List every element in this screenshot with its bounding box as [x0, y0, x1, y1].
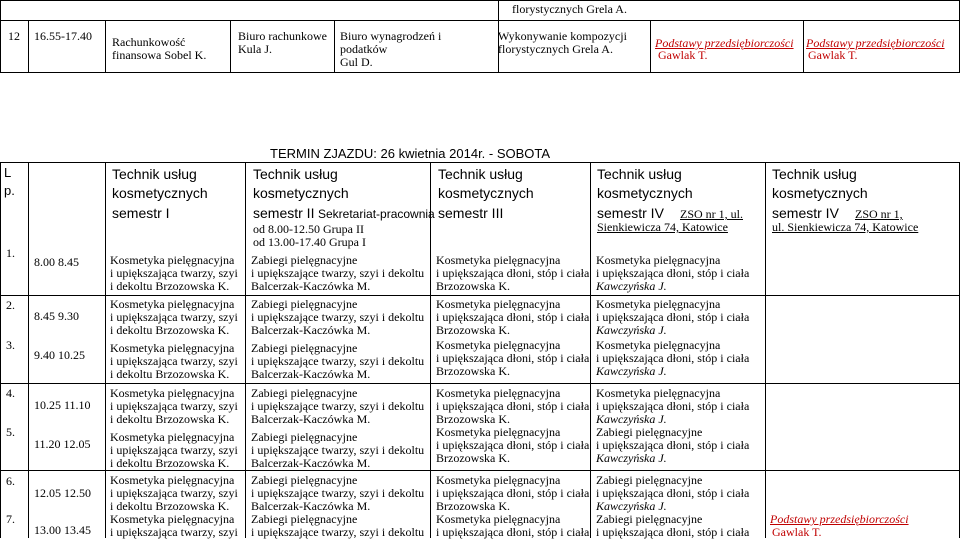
lesson-detail: i upiększające twarzy, szyi i dekoltu [251, 443, 425, 457]
lesson-teacher: Balcerzak-Kaczówka M. [251, 367, 371, 381]
lesson-title: Kosmetyka pielęgnacyjna [110, 512, 235, 526]
row-time: 12.05 12.50 [34, 486, 91, 500]
lesson-detail: i upiększająca dłoni, stóp i ciała [436, 486, 590, 500]
header-lp: L [4, 165, 12, 180]
column-header: kosmetycznych [438, 185, 534, 201]
lesson-detail: i upiększające twarzy, szyi i dekoltu [251, 354, 425, 368]
grid-line [0, 470, 960, 471]
lesson-title: Zabiegi pielęgnacyjne [251, 341, 358, 355]
column-header: semestr II [253, 205, 315, 221]
lesson-title: Zabiegi pielęgnacyjne [596, 512, 703, 526]
grid-line [0, 72, 960, 73]
grid-line [650, 20, 651, 72]
lesson-title: Kosmetyka pielęgnacyjna [596, 253, 721, 267]
column-header: Technik usług [597, 166, 682, 182]
subject: Rachunkowość [112, 35, 186, 49]
grid-line [0, 383, 960, 384]
grid-line [0, 0, 1, 72]
lesson-title: Zabiegi pielęgnacyjne [251, 512, 358, 526]
column-header-note: ul. Sienkiewicza 74, Katowice [772, 220, 919, 234]
lesson-title: Zabiegi pielęgnacyjne [251, 473, 358, 487]
lesson-title: Kosmetyka pielęgnacyjna [596, 386, 721, 400]
lesson-detail: i upiększająca twarzy, szyi [110, 443, 238, 457]
lesson-title: Kosmetyka pielęgnacyjna [436, 425, 561, 439]
lesson-detail: i upiększająca dłoni, stóp i ciała [436, 438, 590, 452]
row-time: 16.55-17.40 [34, 29, 92, 43]
lesson-title: Kosmetyka pielęgnacyjna [110, 297, 235, 311]
row-number: 12 [8, 29, 20, 43]
column-header: kosmetycznych [112, 185, 208, 201]
grid-line [590, 162, 591, 538]
lesson-detail: i upiększająca dłoni, stóp i ciała [596, 310, 750, 324]
lesson-teacher: Brzozowska K. [436, 364, 510, 378]
column-header-note: Sekretariat-pracownia [318, 207, 435, 221]
subject: Podstawy przedsiębiorczości [806, 36, 945, 50]
lesson-teacher: Brzozowska K. [436, 499, 510, 513]
grid-line [0, 0, 960, 1]
column-header: kosmetycznych [772, 185, 868, 201]
grid-line [230, 20, 231, 72]
column-header: Technik usług [438, 166, 523, 182]
column-header: Technik usług [112, 166, 197, 182]
lesson-teacher: Balcerzak-Kaczówka M. [251, 279, 371, 293]
row-number: 5. [6, 425, 15, 439]
lesson-teacher: Kawczyńska J. [596, 364, 667, 378]
row-time: 8.00 8.45 [34, 255, 79, 269]
grid-line [765, 162, 766, 538]
column-header: semestr III [438, 205, 504, 221]
row-number: 1. [6, 246, 15, 260]
lesson-teacher: Kawczyńska J. [596, 412, 667, 426]
lesson-teacher: Kawczyńska J. [596, 279, 667, 293]
top-cell-text: florystycznych Grela A. [512, 2, 627, 16]
header-lp: p. [4, 183, 15, 198]
lesson-title: Kosmetyka pielęgnacyjna [110, 386, 235, 400]
lesson-title: Zabiegi pielęgnacyjne [251, 386, 358, 400]
grid-line [105, 20, 106, 72]
column-header-note: ZSO nr 1, [855, 207, 903, 221]
lesson-title: Zabiegi pielęgnacyjne [596, 473, 703, 487]
subject-teacher: finansowa Sobel K. [112, 48, 207, 62]
row-number: 7. [6, 512, 15, 526]
lesson-teacher: Brzozowska K. [436, 323, 510, 337]
row-number: 3. [6, 338, 15, 352]
column-header-note: ZSO nr 1, ul. [680, 207, 743, 221]
grid-line [105, 162, 106, 538]
subject: Biuro wynagrodzeń i [340, 29, 442, 43]
grid-line [803, 20, 804, 72]
lesson-title: Kosmetyka pielęgnacyjna [596, 297, 721, 311]
subject: Podstawy przedsiębiorczości [655, 36, 794, 50]
lesson-detail: i upiększająca dłoni, stóp i ciała [596, 486, 750, 500]
lesson-detail: i upiększająca dłoni, stóp i ciała [596, 266, 750, 280]
column-header-note: Sienkiewicza 74, Katowice [597, 220, 728, 234]
lesson-teacher: Brzozowska K. [436, 451, 510, 465]
lesson-title: Zabiegi pielęgnacyjne [251, 253, 358, 267]
grid-line [334, 20, 335, 72]
lesson-detail: i upiększająca dłoni, stóp i ciała [436, 351, 590, 365]
lesson-teacher: Balcerzak-Kaczówka M. [251, 323, 371, 337]
row-time: 8.45 9.30 [34, 309, 79, 323]
lesson-title: Kosmetyka pielęgnacyjna [436, 386, 561, 400]
page-title: TERMIN ZJAZDU: 26 kwietnia 2014r. - SOBOTA [270, 146, 551, 161]
column-header-note: od 8.00-12.50 Grupa II [253, 222, 364, 236]
lesson-title: Zabiegi pielęgnacyjne [596, 425, 703, 439]
lesson-detail: i upiększające twarzy, szyi i dekoltu [251, 310, 425, 324]
row-time: 9.40 10.25 [34, 348, 85, 362]
lesson-detail: i upiększająca dłoni, stóp i ciała [596, 351, 750, 365]
row-number: 6. [6, 474, 15, 488]
column-header: semestr I [112, 205, 170, 221]
lesson-detail: i upiększająca dłoni, stóp i ciała [436, 525, 590, 539]
lesson-title: Kosmetyka pielęgnacyjna [110, 253, 235, 267]
grid-line [0, 162, 960, 163]
column-header-note: od 13.00-17.40 Grupa I [253, 235, 366, 249]
lesson-detail: i upiększająca twarzy, szyi [110, 486, 238, 500]
lesson-title: Kosmetyka pielęgnacyjna [110, 430, 235, 444]
row-number: 2. [6, 298, 15, 312]
grid-line [245, 162, 246, 538]
subject: podatków [340, 42, 388, 56]
lesson-detail: i upiększająca twarzy, szyi [110, 354, 238, 368]
lesson-detail: i upiększające twarzy, szyi i dekoltu [251, 266, 425, 280]
lesson-teacher: i dekoltu Brzozowska K. [110, 323, 230, 337]
subject-teacher: Gul D. [340, 55, 373, 69]
column-header: kosmetycznych [253, 185, 349, 201]
row-number: 4. [6, 386, 15, 400]
subject: Biuro rachunkowe [238, 29, 327, 43]
lesson-title: Kosmetyka pielęgnacyjna [436, 297, 561, 311]
subject-teacher: Kula J. [238, 42, 272, 56]
column-header: semestr IV [597, 205, 664, 221]
grid-line [0, 295, 960, 296]
lesson-detail: i upiększająca dłoni, stóp i ciała [596, 525, 750, 539]
column-header: Technik usług [772, 166, 857, 182]
grid-line [0, 162, 1, 538]
subject-teacher: florystycznych Grela A. [498, 42, 613, 56]
lesson-teacher: i dekoltu Brzozowska K. [110, 499, 230, 513]
subject-teacher: Gawlak T. [808, 48, 858, 62]
lesson-title: Zabiegi pielęgnacyjne [251, 430, 358, 444]
lesson-teacher: Kawczyńska J. [596, 499, 667, 513]
lesson-teacher: i dekoltu Brzozowska K. [110, 456, 230, 470]
lesson-title: Kosmetyka pielęgnacyjna [110, 341, 235, 355]
lesson-detail: i upiększająca dłoni, stóp i ciała [436, 310, 590, 324]
lesson-detail: i upiększające twarzy, szyi i dekoltu [251, 525, 425, 539]
lesson-teacher: Balcerzak-Kaczówka M. [251, 456, 371, 470]
lesson-teacher: Balcerzak-Kaczówka M. [251, 412, 371, 426]
lesson-teacher: Brzozowska K. [436, 412, 510, 426]
lesson-detail: i upiększająca twarzy, szyi [110, 399, 238, 413]
lesson-teacher: Gawlak T. [772, 525, 822, 539]
grid-line [28, 162, 29, 538]
row-time: 11.20 12.05 [34, 437, 91, 451]
lesson-teacher: Kawczyńska J. [596, 451, 667, 465]
lesson-detail: i upiększające twarzy, szyi i dekoltu [251, 486, 425, 500]
lesson-detail: i upiększająca twarzy, szyi [110, 310, 238, 324]
lesson-title: Zabiegi pielęgnacyjne [251, 297, 358, 311]
subject: Wykonywanie kompozycji [498, 29, 627, 43]
lesson-detail: i upiększająca dłoni, stóp i ciała [596, 399, 750, 413]
column-header: semestr IV [772, 205, 839, 221]
lesson-teacher: i dekoltu Brzozowska K. [110, 367, 230, 381]
lesson-title: Podstawy przedsiębiorczości [770, 512, 909, 526]
row-time: 10.25 11.10 [34, 398, 91, 412]
lesson-title: Kosmetyka pielęgnacyjna [436, 338, 561, 352]
lesson-detail: i upiększająca dłoni, stóp i ciała [596, 438, 750, 452]
lesson-detail: i upiększające twarzy, szyi i dekoltu [251, 399, 425, 413]
column-header: kosmetycznych [597, 185, 693, 201]
lesson-title: Kosmetyka pielęgnacyjna [436, 253, 561, 267]
lesson-teacher: i dekoltu Brzozowska K. [110, 279, 230, 293]
lesson-detail: i upiększająca dłoni, stóp i ciała [436, 399, 590, 413]
lesson-detail: i upiększająca twarzy, szyi [110, 525, 238, 539]
grid-line [28, 20, 29, 72]
lesson-teacher: Brzozowska K. [436, 279, 510, 293]
grid-line [0, 20, 960, 21]
row-time: 13.00 13.45 [34, 523, 91, 537]
lesson-teacher: i dekoltu Brzozowska K. [110, 412, 230, 426]
lesson-title: Kosmetyka pielęgnacyjna [436, 473, 561, 487]
subject-teacher: Gawlak T. [658, 48, 708, 62]
lesson-title: Kosmetyka pielęgnacyjna [110, 473, 235, 487]
lesson-teacher: Kawczyńska J. [596, 323, 667, 337]
lesson-title: Kosmetyka pielęgnacyjna [436, 512, 561, 526]
lesson-detail: i upiększająca dłoni, stóp i ciała [436, 266, 590, 280]
lesson-detail: i upiększająca twarzy, szyi [110, 266, 238, 280]
lesson-teacher: Balcerzak-Kaczówka M. [251, 499, 371, 513]
lesson-title: Kosmetyka pielęgnacyjna [596, 338, 721, 352]
column-header: Technik usług [253, 166, 338, 182]
